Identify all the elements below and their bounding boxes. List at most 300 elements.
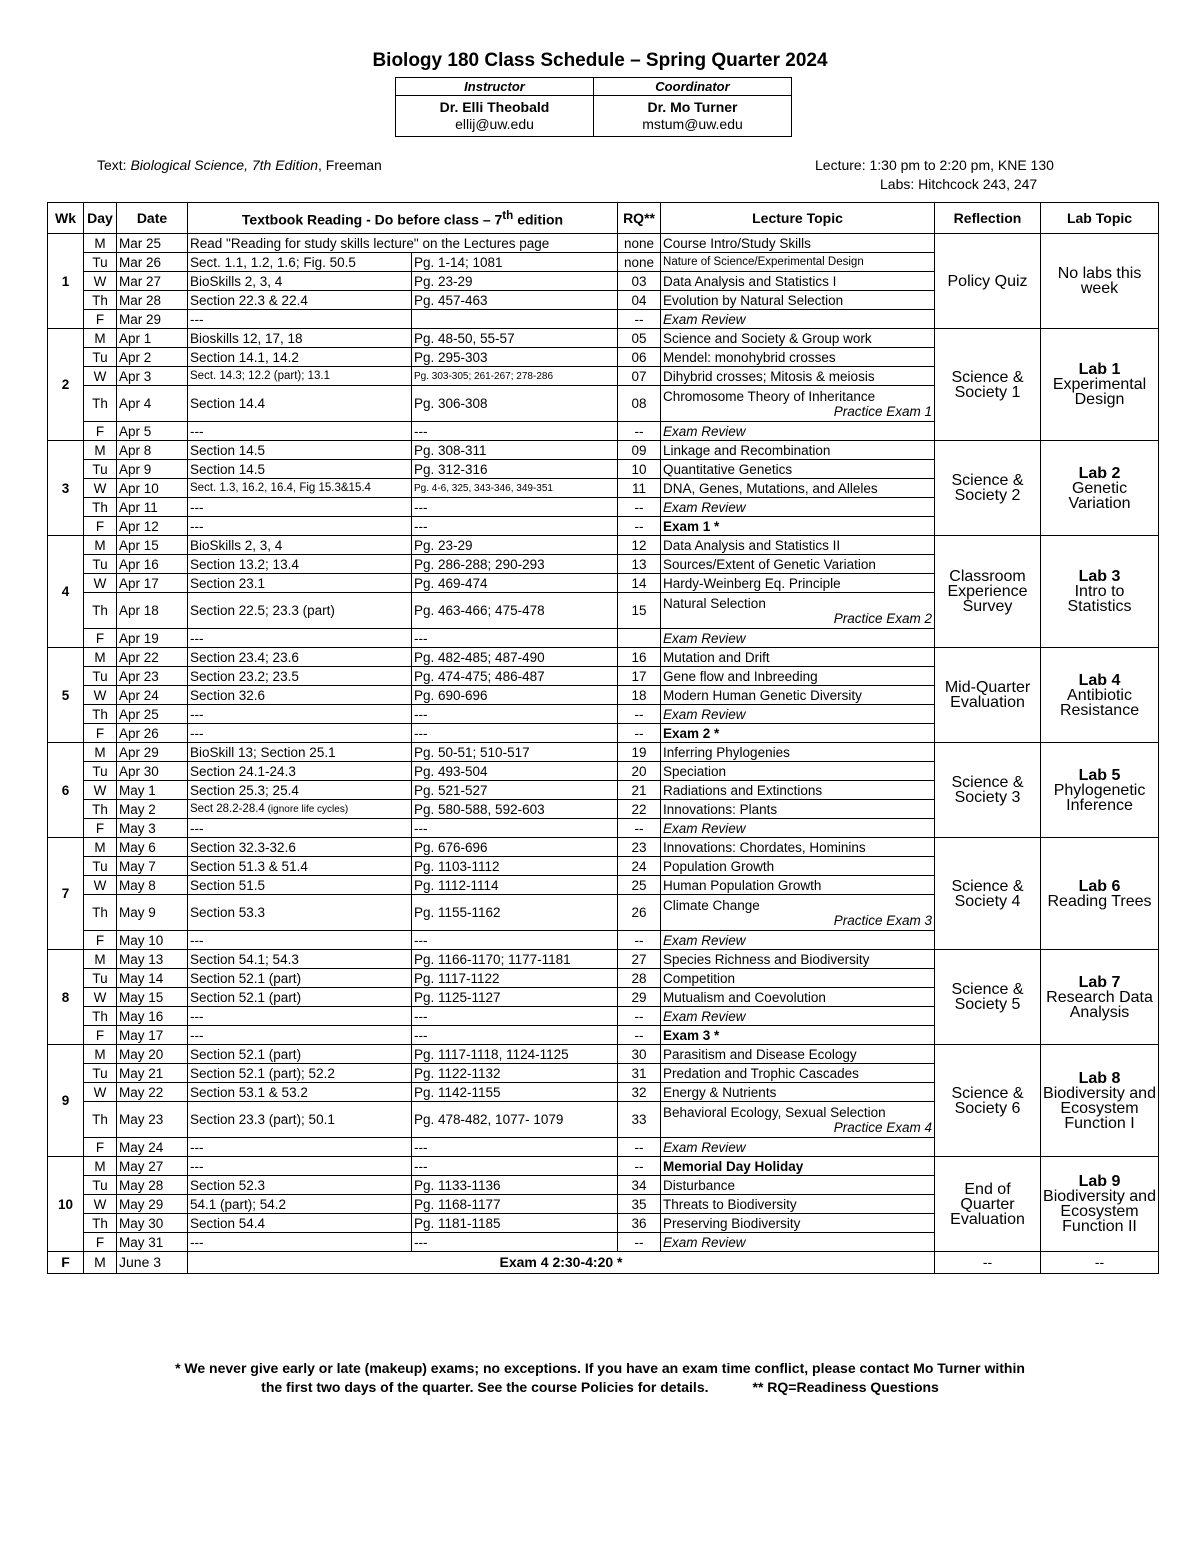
topic-cell [661, 1045, 935, 1064]
section-cell [188, 1214, 412, 1233]
table-row [48, 950, 1159, 969]
textbook-suffix: , Freeman [318, 157, 382, 173]
rq-cell: -- [618, 1007, 661, 1026]
pages-cell: Pg. 1166-1170; 1177-1181 [412, 950, 618, 969]
topic-text: Linkage and Recombination [663, 442, 831, 458]
section-cell [188, 838, 412, 857]
section-cell [188, 1045, 412, 1064]
section-cell [188, 667, 412, 686]
topic-cell [661, 686, 935, 705]
section-cell [188, 781, 412, 800]
rq-cell: -- [618, 310, 661, 329]
day-cell: M [84, 329, 117, 348]
pages-cell: Pg. 1181-1185 [412, 1214, 618, 1233]
date-cell: May 30 [117, 1214, 188, 1233]
section-text: --- [190, 820, 204, 836]
schedule-body [48, 234, 1159, 1252]
date-cell: Apr 30 [117, 762, 188, 781]
topic-text: Innovations: Chordates, Hominins [663, 839, 866, 855]
date-cell: Apr 8 [117, 441, 188, 460]
rq-cell: 32 [618, 1083, 661, 1102]
pages-cell: Pg. 1112-1114 [412, 876, 618, 895]
topic-text: Exam Review [663, 820, 746, 836]
section-text: --- [190, 311, 204, 327]
section-text: Section 51.3 & 51.4 [190, 858, 308, 874]
pages-cell: --- [412, 1026, 618, 1045]
pages-cell: Pg. 1133-1136 [412, 1176, 618, 1195]
topic-cell [661, 422, 935, 441]
reflection-cell: End of Quarter Evaluation [935, 1157, 1041, 1252]
coordinator-header: Coordinator [594, 78, 792, 96]
section-text: --- [190, 1158, 204, 1174]
rq-cell: -- [618, 1026, 661, 1045]
section-text: Section 14.1, 14.2 [190, 349, 299, 365]
rq-cell: 15 [618, 593, 661, 629]
lab-cell [1041, 1157, 1159, 1252]
coordinator-email[interactable]: mstum@uw.edu [642, 116, 743, 132]
lab-cell [1041, 648, 1159, 743]
section-text: Section 53.1 & 53.2 [190, 1084, 308, 1100]
topic-text: Exam Review [663, 499, 746, 515]
section-text: --- [190, 1139, 204, 1155]
topic-cell [661, 348, 935, 367]
date-cell: May 3 [117, 819, 188, 838]
section-cell [188, 253, 412, 272]
section-text: Section 14.5 [190, 442, 266, 458]
section-cell [188, 724, 412, 743]
rq-cell: 36 [618, 1214, 661, 1233]
date-cell: May 13 [117, 950, 188, 969]
day-cell: M [84, 536, 117, 555]
section-cell [188, 555, 412, 574]
topic-text: Innovations: Plants [663, 801, 778, 817]
topic-text: Nature of Science/Experimental Design [663, 255, 864, 268]
topic-cell [661, 1157, 935, 1176]
topic-cell [661, 253, 935, 272]
day-cell: M [84, 441, 117, 460]
date-cell: Apr 4 [117, 386, 188, 422]
reading-cell: Read "Reading for study skills lecture" on the Lectures page [188, 234, 618, 253]
lab-title: Reading Trees [1047, 892, 1152, 910]
pages-cell: --- [412, 1233, 618, 1252]
topic-cell [661, 536, 935, 555]
date-cell: Apr 5 [117, 422, 188, 441]
rq-cell: 16 [618, 648, 661, 667]
section-cell [188, 950, 412, 969]
section-text: Section 54.1; 54.3 [190, 951, 299, 967]
topic-cell [661, 517, 935, 536]
lab-title: Antibiotic Resistance [1059, 686, 1140, 719]
date-cell: May 9 [117, 895, 188, 931]
section-cell [188, 743, 412, 762]
section-cell [188, 460, 412, 479]
date-cell: Apr 12 [117, 517, 188, 536]
day-cell: W [84, 272, 117, 291]
topic-cell [661, 386, 935, 422]
date-cell: Mar 29 [117, 310, 188, 329]
section-text: Section 52.1 (part); 52.2 [190, 1065, 335, 1081]
day-cell: Tu [84, 667, 117, 686]
lab-cell [1041, 950, 1159, 1045]
section-text: Section 51.5 [190, 877, 266, 893]
topic-cell [661, 895, 935, 931]
section-cell [188, 422, 412, 441]
rq-cell: -- [618, 724, 661, 743]
day-cell: F [84, 819, 117, 838]
section-cell [188, 1233, 412, 1252]
date-cell: May 23 [117, 1102, 188, 1138]
rq-cell: -- [618, 498, 661, 517]
topic-cell [661, 800, 935, 819]
day-cell: W [84, 988, 117, 1007]
section-note: (ignore life cycles) [264, 803, 349, 815]
reflection-cell: Science & Society 5 [935, 950, 1041, 1045]
date-cell: Mar 25 [117, 234, 188, 253]
date-cell: May 31 [117, 1233, 188, 1252]
rq-cell: -- [618, 705, 661, 724]
day-cell: M [84, 1157, 117, 1176]
topic-text: Exam Review [663, 311, 746, 327]
final-wk: F [48, 1252, 84, 1274]
topic-cell [661, 705, 935, 724]
day-cell: F [84, 1138, 117, 1157]
date-cell: Apr 17 [117, 574, 188, 593]
topic-cell [661, 838, 935, 857]
pages-cell: Pg. 4-6, 325, 343-346, 349-351 [412, 479, 618, 498]
lab-number: Lab 3 [1078, 568, 1121, 585]
day-cell: M [84, 648, 117, 667]
rq-cell: 29 [618, 988, 661, 1007]
rq-cell: -- [618, 1138, 661, 1157]
rq-cell: -- [618, 517, 661, 536]
topic-cell [661, 781, 935, 800]
topic-cell [661, 441, 935, 460]
day-cell: W [84, 479, 117, 498]
lab-title: Biodiversity and Ecosystem Function I [1043, 1084, 1156, 1132]
section-cell [188, 593, 412, 629]
rq-cell: none [618, 234, 661, 253]
section-text: --- [190, 932, 204, 948]
topic-cell [661, 724, 935, 743]
lab-title: No labs this week [1057, 265, 1142, 297]
topic-cell [661, 555, 935, 574]
week-number: 7 [48, 838, 84, 950]
rq-cell: -- [618, 931, 661, 950]
section-cell [188, 931, 412, 950]
rq-cell: 22 [618, 800, 661, 819]
date-cell: Apr 15 [117, 536, 188, 555]
section-text: Section 14.5 [190, 461, 266, 477]
rq-cell: 07 [618, 367, 661, 386]
day-cell: W [84, 367, 117, 386]
topic-text: Competition [663, 970, 736, 986]
topic-text: Exam Review [663, 1139, 746, 1155]
date-cell: May 20 [117, 1045, 188, 1064]
lab-cell [1041, 743, 1159, 838]
practice-exam-note: Practice Exam 2 [833, 610, 933, 626]
lab-title: Research Data Analysis [1046, 988, 1153, 1021]
day-cell: Tu [84, 762, 117, 781]
footnote-line2 [0, 1378, 1200, 1397]
rq-cell: 20 [618, 762, 661, 781]
lab-cell [1041, 441, 1159, 536]
topic-text: Exam 1 * [663, 518, 720, 534]
pages-cell: Pg. 23-29 [412, 272, 618, 291]
topic-text: Exam Review [663, 1234, 746, 1250]
date-cell: Apr 22 [117, 648, 188, 667]
pages-cell: Pg. 50-51; 510-517 [412, 743, 618, 762]
topic-text: Inferring Phylogenies [663, 744, 790, 760]
topic-text: Energy & Nutrients [663, 1084, 777, 1100]
date-cell: May 27 [117, 1157, 188, 1176]
textbook-title: Biological Science, 7th Edition [130, 157, 319, 173]
lab-number: Lab 6 [1078, 877, 1121, 895]
section-cell [188, 895, 412, 931]
reflection-cell: Science & Society 2 [935, 441, 1041, 536]
day-cell: Th [84, 1007, 117, 1026]
topic-text: Chromosome Theory of Inheritance [663, 388, 876, 404]
topic-cell [661, 574, 935, 593]
pages-cell: Pg. 1117-1122 [412, 969, 618, 988]
section-cell [188, 1064, 412, 1083]
section-cell [188, 310, 412, 329]
lab-cell [1041, 536, 1159, 648]
lab-number: Lab 2 [1078, 464, 1121, 482]
pages-cell: Pg. 1125-1127 [412, 988, 618, 1007]
topic-text: Exam Review [663, 932, 746, 948]
topic-cell [661, 329, 935, 348]
table-row [48, 329, 1159, 348]
header-row [48, 203, 1159, 234]
topic-text: Threats to Biodiversity [663, 1196, 797, 1212]
pages-cell: --- [412, 1007, 618, 1026]
section-text: BioSkills 2, 3, 4 [190, 273, 283, 289]
topic-text: Radiations and Extinctions [663, 782, 823, 798]
lab-number: Lab 8 [1078, 1069, 1121, 1087]
date-cell: May 22 [117, 1083, 188, 1102]
day-cell: Tu [84, 1064, 117, 1083]
topic-text: Mutualism and Coevolution [663, 989, 826, 1005]
day-cell: F [84, 931, 117, 950]
topic-text: Quantitative Genetics [663, 461, 793, 477]
reflection-cell: Mid-Quarter Evaluation [935, 648, 1041, 743]
day-cell: F [84, 1026, 117, 1045]
col-lab: Lab Topic [1041, 203, 1159, 234]
day-cell: Th [84, 800, 117, 819]
week-number: 4 [48, 536, 84, 648]
topic-text: Natural Selection [663, 595, 766, 611]
week-number: 8 [48, 950, 84, 1045]
col-rq: RQ** [618, 203, 661, 234]
pages-cell: Pg. 306-308 [412, 386, 618, 422]
section-cell [188, 762, 412, 781]
topic-text: Parasitism and Disease Ecology [663, 1046, 857, 1062]
col-reading-sup: th [502, 209, 514, 223]
col-day: Day [84, 203, 117, 234]
day-cell: M [84, 234, 117, 253]
staff-table [395, 77, 792, 137]
pages-cell: Pg. 1103-1112 [412, 857, 618, 876]
pages-cell: --- [412, 517, 618, 536]
date-cell: May 1 [117, 781, 188, 800]
pages-cell: Pg. 1168-1177 [412, 1195, 618, 1214]
rq-cell: none [618, 253, 661, 272]
section-text: Section 22.5; 23.3 (part) [190, 603, 335, 618]
date-cell: Apr 18 [117, 593, 188, 629]
date-cell: May 29 [117, 1195, 188, 1214]
col-wk: Wk [48, 203, 84, 234]
section-cell [188, 988, 412, 1007]
lab-number: Lab 4 [1078, 671, 1121, 689]
section-cell [188, 291, 412, 310]
rq-cell: 11 [618, 479, 661, 498]
section-text: Sect 28.2-28.4 [190, 802, 265, 815]
topic-text: Population Growth [663, 858, 775, 874]
topic-cell [661, 460, 935, 479]
topic-text: Data Analysis and Statistics I [663, 273, 837, 289]
topic-cell [661, 969, 935, 988]
section-text: --- [190, 1027, 204, 1043]
rq-cell: 05 [618, 329, 661, 348]
topic-text: DNA, Genes, Mutations, and Alleles [663, 480, 878, 496]
section-cell [188, 1176, 412, 1195]
topic-text: Exam Review [663, 1008, 746, 1024]
day-cell: W [84, 1195, 117, 1214]
lab-cell [1041, 838, 1159, 950]
col-date: Date [117, 203, 188, 234]
topic-text: Exam Review [663, 630, 746, 646]
topic-text: Exam Review [663, 423, 746, 439]
footnote [0, 1359, 1200, 1397]
topic-text: Climate Change [663, 897, 760, 913]
day-cell: Th [84, 1102, 117, 1138]
table-row [48, 1157, 1159, 1176]
rq-cell: 35 [618, 1195, 661, 1214]
schedule-table [47, 202, 1159, 1274]
section-text: BioSkill 13; Section 25.1 [190, 744, 336, 760]
date-cell: Mar 26 [117, 253, 188, 272]
week-number: 2 [48, 329, 84, 441]
final-day: M [84, 1252, 117, 1274]
day-cell: Tu [84, 555, 117, 574]
coordinator-cell [594, 96, 792, 137]
reflection-cell: Science & Society 4 [935, 838, 1041, 950]
topic-cell [661, 629, 935, 648]
date-cell: Apr 26 [117, 724, 188, 743]
section-cell [188, 1026, 412, 1045]
section-cell [188, 517, 412, 536]
day-cell: F [84, 517, 117, 536]
topic-text: Species Richness and Biodiversity [663, 951, 870, 967]
section-cell [188, 574, 412, 593]
reflection-cell: Science & Society 1 [935, 329, 1041, 441]
topic-text: Modern Human Genetic Diversity [663, 687, 862, 703]
date-cell: May 24 [117, 1138, 188, 1157]
final-exam-text: Exam 4 2:30-4:20 * [188, 1252, 935, 1274]
topic-cell [661, 1233, 935, 1252]
date-cell: May 6 [117, 838, 188, 857]
section-cell [188, 329, 412, 348]
final-exam-row [48, 1252, 1159, 1274]
topic-text: Course Intro/Study Skills [663, 235, 811, 251]
section-cell [188, 857, 412, 876]
section-cell [188, 348, 412, 367]
lab-title: Experimental Design [1052, 376, 1147, 408]
practice-exam-note: Practice Exam 4 [833, 1119, 933, 1135]
topic-text: Sources/Extent of Genetic Variation [663, 556, 876, 572]
topic-text: Disturbance [663, 1177, 736, 1193]
topic-cell [661, 272, 935, 291]
day-cell: Tu [84, 253, 117, 272]
section-text: Section 54.4 [190, 1215, 266, 1231]
labs-info: Labs: Hitchcock 243, 247 [880, 176, 1038, 192]
pages-cell: --- [412, 498, 618, 517]
rq-cell: 18 [618, 686, 661, 705]
date-cell: May 14 [117, 969, 188, 988]
section-cell [188, 1083, 412, 1102]
lab-cell [1041, 329, 1159, 441]
table-row [48, 838, 1159, 857]
table-row [48, 648, 1159, 667]
topic-text: Mutation and Drift [663, 649, 770, 665]
pages-cell: Pg. 312-316 [412, 460, 618, 479]
instructor-email[interactable]: ellij@uw.edu [455, 116, 534, 132]
rq-cell: 30 [618, 1045, 661, 1064]
final-lab: -- [1041, 1252, 1159, 1274]
date-cell: Apr 2 [117, 348, 188, 367]
date-cell: May 21 [117, 1064, 188, 1083]
topic-cell [661, 648, 935, 667]
final-reflection: -- [935, 1252, 1041, 1274]
rq-cell: 14 [618, 574, 661, 593]
topic-cell [661, 1026, 935, 1045]
topic-cell [661, 857, 935, 876]
pages-cell: --- [412, 1157, 618, 1176]
table-row [48, 234, 1159, 253]
topic-cell [661, 1007, 935, 1026]
reflection-cell: Classroom Experience Survey [935, 536, 1041, 648]
reflection-cell: Policy Quiz [935, 234, 1041, 329]
coordinator-name: Dr. Mo Turner [647, 99, 738, 115]
textbook-info [97, 156, 382, 174]
lab-title: Intro to Statistics [1067, 583, 1132, 615]
date-cell: Apr 1 [117, 329, 188, 348]
section-cell [188, 367, 412, 386]
rq-cell: -- [618, 1233, 661, 1252]
section-text: Section 52.1 (part) [190, 989, 302, 1005]
section-cell [188, 819, 412, 838]
topic-cell [661, 291, 935, 310]
rq-cell: 12 [618, 536, 661, 555]
day-cell: W [84, 1083, 117, 1102]
week-number: 10 [48, 1157, 84, 1252]
col-reflection: Reflection [935, 203, 1041, 234]
rq-cell: 06 [618, 348, 661, 367]
day-cell: Th [84, 386, 117, 422]
topic-cell [661, 950, 935, 969]
day-cell: Th [84, 705, 117, 724]
section-cell [188, 705, 412, 724]
topic-text: Predation and Trophic Cascades [663, 1065, 859, 1081]
date-cell: Apr 9 [117, 460, 188, 479]
section-text: BioSkills 2, 3, 4 [190, 537, 283, 553]
col-reading [188, 203, 618, 234]
lecture-info: Lecture: 1:30 pm to 2:20 pm, KNE 130 [815, 157, 1054, 173]
topic-cell [661, 310, 935, 329]
day-cell: F [84, 724, 117, 743]
pages-cell: Pg. 1117-1118, 1124-1125 [412, 1045, 618, 1064]
topic-cell [661, 1064, 935, 1083]
